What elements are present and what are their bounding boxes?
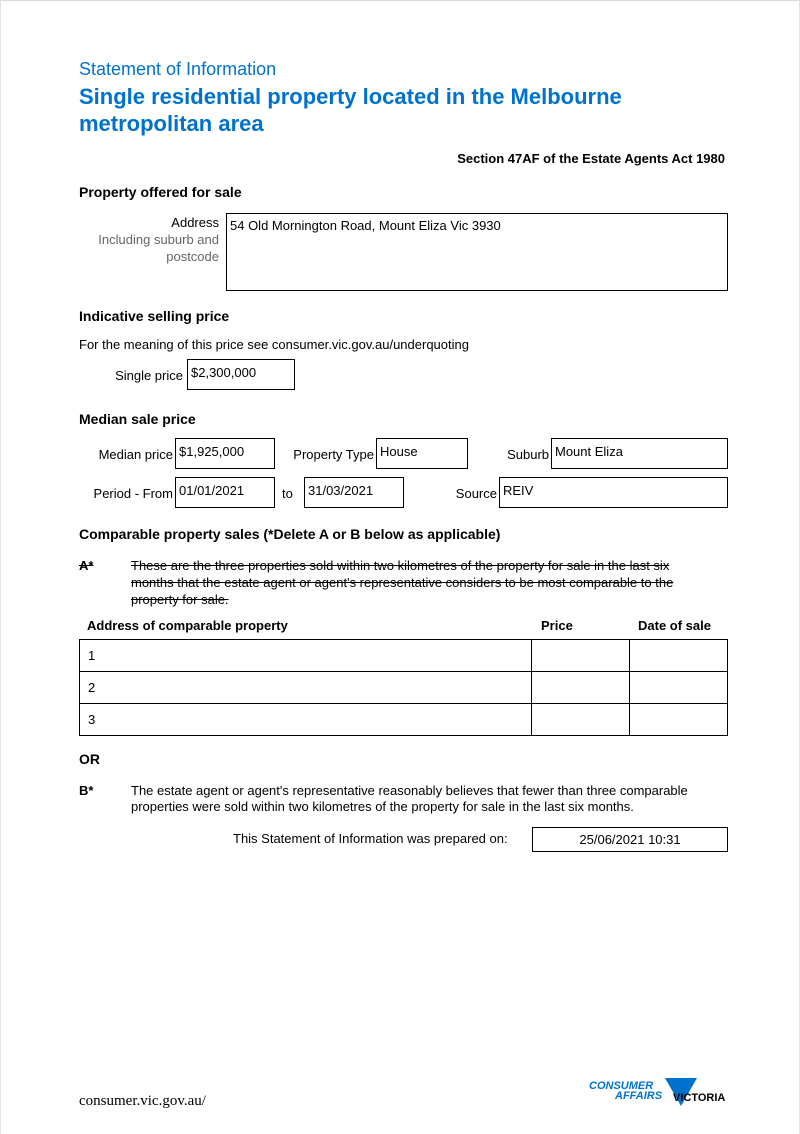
price-cell[interactable] [532,704,630,736]
comparable-sales-table [79,639,728,736]
median-price-label: Median price [98,447,173,462]
property-type-field[interactable]: House [376,438,468,469]
option-b-label: B* [79,783,94,798]
option-a-text-line-2: months that the estate agent or agent's representative considers to be most comparable to the [131,575,674,590]
period-to-field[interactable]: 31/03/2021 [304,477,404,508]
svg-text:CONSUMER: CONSUMER [589,1080,654,1092]
single-price-label: Single price [115,368,183,383]
row-number: 1 [80,640,532,672]
price-cell[interactable] [532,672,630,704]
date-cell[interactable] [630,704,728,736]
document-subtitle: Statement of Information [79,59,277,79]
prepared-on-label: This Statement of Information was prepared on: [233,831,508,846]
option-a-text-line-1: These are the three properties sold within two kilometres of the property for sale in the last six [131,558,670,573]
option-b-text-line-1: The estate agent or agent's representative reasonably believes that fewer than three comparable [131,783,688,798]
period-from-field[interactable]: 01/01/2021 [175,477,275,508]
svg-text:AFFAIRS: AFFAIRS [615,1090,663,1102]
column-header-price: Price [541,618,573,633]
date-cell[interactable] [630,672,728,704]
date-cell[interactable] [630,640,728,672]
period-to-label: to [282,486,293,501]
row-number: 2 [80,672,532,704]
option-a-text-line-3: property for sale. [131,592,229,607]
address-field[interactable]: 54 Old Mornington Road, Mount Eliza Vic 3930 [226,213,728,291]
section-reference: Section 47AF of the Estate Agents Act 1980 [457,151,725,166]
row-number: 3 [80,704,532,736]
property-heading: Property offered for sale [79,184,242,200]
address-label: Address [171,215,219,230]
table-row [80,672,728,704]
property-type-label: Property Type [293,447,374,462]
document-title: Single residential property located in the Melbourne metropolitan area [79,84,622,136]
or-separator: OR [79,751,100,767]
median-price-field[interactable]: $1,925,000 [175,438,275,469]
suburb-label: Suburb [507,447,549,462]
indicative-note: For the meaning of this price see consumer.vic.gov.au/underquoting [79,337,469,352]
price-cell[interactable] [532,640,630,672]
prepared-on-field[interactable]: 25/06/2021 10:31 [532,827,728,852]
option-b-text-line-2: properties were sold within two kilometres of the property for sale in the last six months. [131,799,634,814]
source-label: Source [455,486,497,501]
table-row [80,704,728,736]
column-header-address: Address of comparable property [87,618,288,633]
source-field[interactable]: REIV [499,477,728,508]
median-heading: Median sale price [79,411,196,427]
suburb-field[interactable]: Mount Eliza [551,438,728,469]
comparable-heading: Comparable property sales (*Delete A or B below as applicable) [79,526,501,542]
option-a-label: A* [79,558,94,573]
consumer-affairs-victoria-logo [589,1077,729,1117]
footer-url[interactable]: consumer.vic.gov.au/ [79,1093,206,1109]
address-hint-line-2: postcode [166,249,219,264]
table-row [80,640,728,672]
svg-text:VICTORIA: VICTORIA [673,1092,726,1104]
period-from-label: Period - From [93,486,173,501]
single-price-field[interactable]: $2,300,000 [187,359,295,390]
column-header-date: Date of sale [638,618,711,633]
address-hint-line-1: Including suburb and [98,232,219,247]
indicative-heading: Indicative selling price [79,308,230,324]
